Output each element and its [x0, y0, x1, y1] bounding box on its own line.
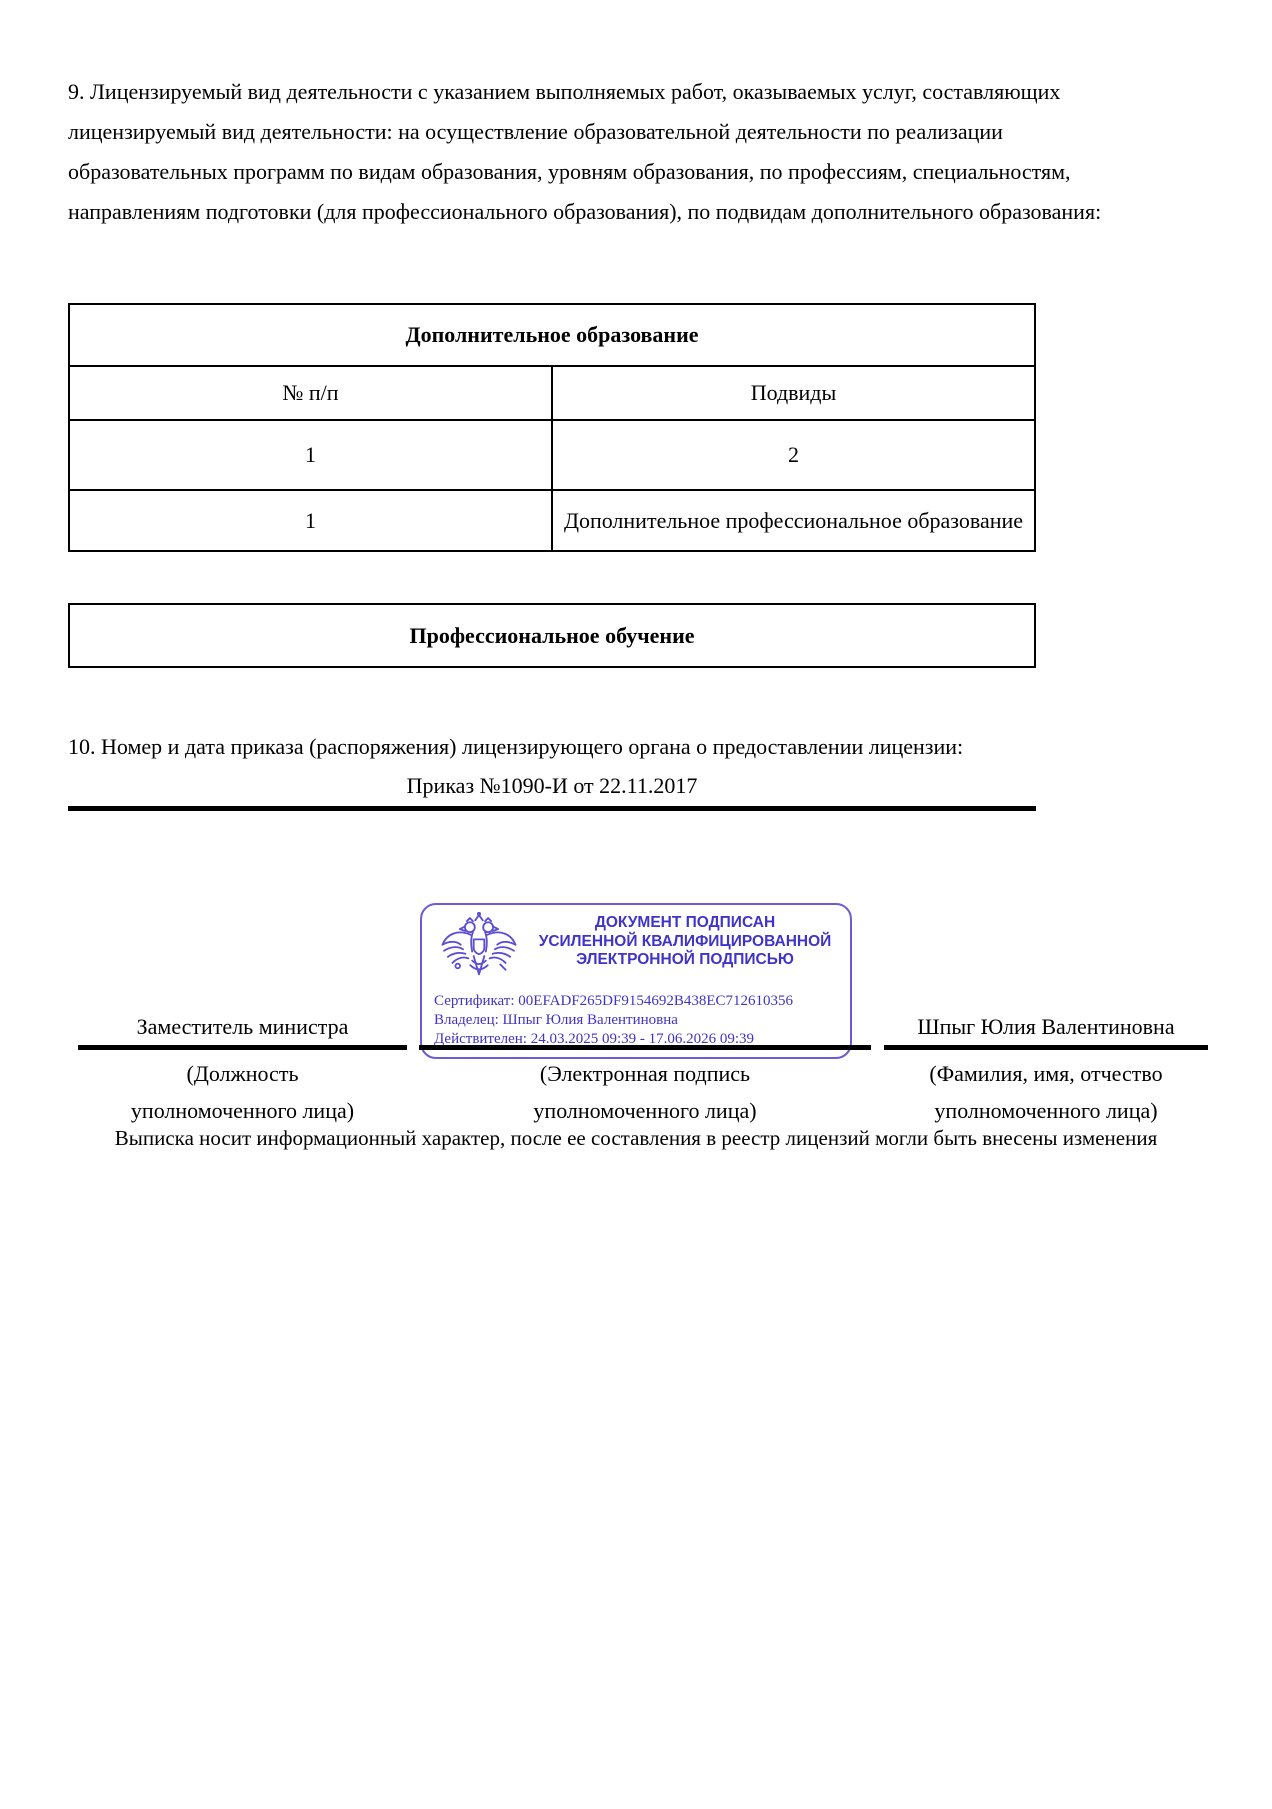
name-caption-line2: уполномоченного лица) — [934, 1098, 1158, 1123]
stamp-validity: Действителен: 24.03.2025 09:39 - 17.06.2026 09:39 — [434, 1030, 755, 1047]
position-caption — [78, 1055, 407, 1129]
additional-education-table — [68, 303, 1036, 552]
signature-name-column — [884, 1003, 1208, 1129]
stamp-title-line1: ДОКУМЕНТ ПОДПИСАН — [594, 914, 776, 931]
stamp-header — [434, 912, 838, 970]
stamp-title — [532, 912, 838, 970]
footer-note: Выписка носит информационный характер, после ее составления в реестр лицензий могли быть внесены изменения — [114, 1126, 1158, 1150]
stamp-certificate: Сертификат: 00EFADF265DF9154692B438EC712610356 — [434, 992, 794, 1009]
esign-caption — [419, 1055, 871, 1129]
position-caption-line1: (Должность — [186, 1061, 299, 1086]
stamp-owner: Владелец: Шпыг Юлия Валентиновна — [434, 1011, 678, 1028]
position-value: Заместитель министра — [136, 1014, 349, 1039]
esign-caption-line1: (Электронная подпись — [539, 1061, 751, 1086]
table-cell-col-index-2: 2 — [552, 420, 1035, 490]
order-number-line: Приказ №1090-И от 22.11.2017 — [406, 773, 698, 798]
table-row — [69, 604, 1035, 667]
column-header-podvidy: Подвиды — [552, 366, 1035, 420]
table-row — [69, 366, 1035, 420]
table-title-additional-education: Дополнительное образование — [69, 304, 1035, 366]
signer-name-value: Шпыг Юлия Валентиновна — [917, 1014, 1175, 1039]
position-caption-line2: уполномоченного лица) — [130, 1098, 355, 1123]
esign-caption-line2: уполномоченного лица) — [533, 1098, 757, 1123]
stamp-title-line3: ЭЛЕКТРОННОЙ ПОДПИСЬЮ — [576, 951, 794, 968]
table-title-professional-training: Профессиональное обучение — [69, 604, 1035, 667]
column-header-number: № п/п — [69, 366, 552, 420]
professional-training-table — [68, 603, 1036, 668]
stamp-title-line2: УСИЛЕННОЙ КВАЛИФИЦИРОВАННОЙ — [538, 932, 832, 950]
section-10-paragraph: 10. Номер и дата приказа (распоряжения) лицензирующего органа о предоставлении лицензии: — [68, 734, 964, 759]
order-underline-rule — [68, 806, 1036, 811]
table-row — [69, 420, 1035, 490]
section-10-block — [68, 733, 1036, 811]
table-row — [69, 304, 1035, 366]
signature-line — [884, 1045, 1208, 1050]
table-cell-subtype-name: Дополнительное профессиональное образование — [552, 490, 1035, 551]
signature-line — [419, 1045, 871, 1050]
signature-block — [78, 1003, 1208, 1129]
esign-empty-space — [419, 1003, 871, 1045]
table-cell-row-number: 1 — [69, 490, 552, 551]
name-caption-line1: (Фамилия, имя, отчество — [929, 1061, 1163, 1086]
russian-coat-of-arms-icon — [436, 912, 522, 988]
signature-line — [78, 1045, 407, 1050]
signature-esign-column — [419, 1003, 871, 1129]
name-caption — [884, 1055, 1208, 1129]
table-cell-col-index-1: 1 — [69, 420, 552, 490]
section-9-paragraph: 9. Лицензируемый вид деятельности с указанием выполняемых работ, оказываемых услуг, составляющих лицензируемый вид деятельности: на осуществление образовательной деятельности по реализации образовательных программ по видам образования, уровням образования, по профессиям, специальностям, направлениям подготовки (для профессионального образования), по подвидам дополнительного образования: — [68, 79, 1102, 224]
table-row — [69, 490, 1035, 551]
signature-position-column — [78, 1003, 407, 1129]
